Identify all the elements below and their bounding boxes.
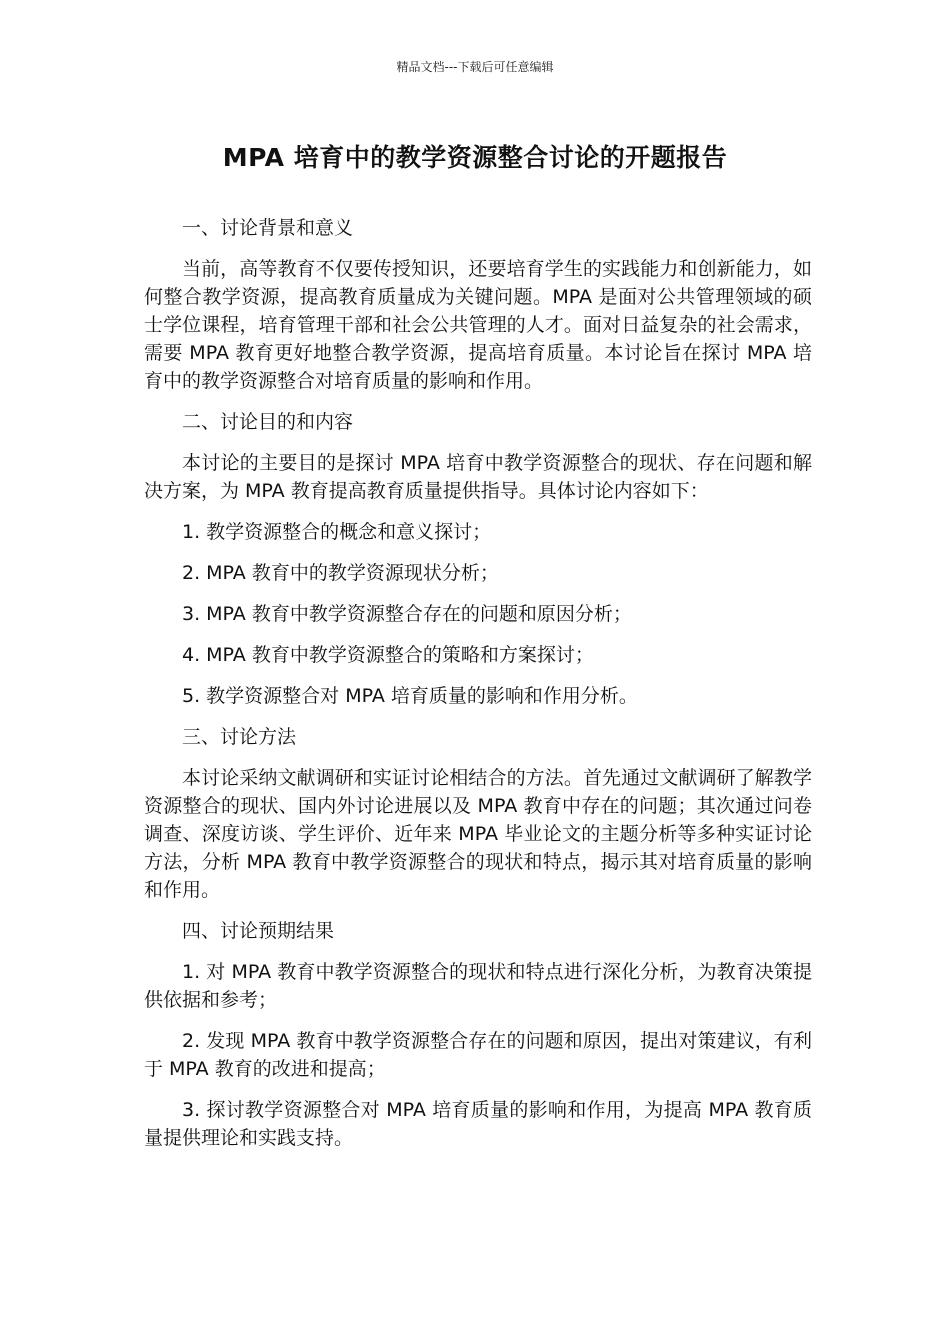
list-item: 3. 探讨教学资源整合对 MPA 培育质量的影响和作用，为提高 MPA 教育质量提供理论和实践支持。 [144,1099,812,1149]
page-header: 精品文档---下载后可任意编辑 [396,60,554,74]
section-heading-results: 四、讨论预期结果 [182,920,335,942]
document-title: MPA 培育中的教学资源整合讨论的开题报告 [222,143,728,172]
document-body [144,214,812,1165]
list-item: 2. MPA 教育中的教学资源现状分析； [182,562,499,584]
list-item: 4. MPA 教育中教学资源整合的策略和方案探讨； [182,644,594,666]
section-heading-method: 三、讨论方法 [182,726,297,748]
list-item: 3. MPA 教育中教学资源整合存在的问题和原因分析； [182,603,632,625]
section-heading-background: 一、讨论背景和意义 [182,217,354,239]
list-item: 5. 教学资源整合对 MPA 培育质量的影响和作用分析。 [182,685,638,707]
list-item: 1. 教学资源整合的概念和意义探讨； [182,521,492,543]
list-item: 1. 对 MPA 教育中教学资源整合的现状和特点进行深化分析，为教育决策提供依据和参考； [144,961,812,1011]
section-heading-purpose: 二、讨论目的和内容 [182,411,354,433]
paragraph-method: 本讨论采纳文献调研和实证讨论相结合的方法。首先通过文献调研了解教学资源整合的现状、国内外讨论进展以及 MPA 教育中存在的问题；其次通过问卷调查、深度访谈、学生评价、近年来 MPA 毕业论文的主题分析等多种实证讨论方法，分析 MPA 教育中教学资源整合的现状和特点，揭示其对培育质量的影响和作用。 [144,767,812,901]
paragraph-background: 当前，高等教育不仅要传授知识，还要培育学生的实践能力和创新能力，如何整合教学资源，提高教育质量成为关键问题。MPA 是面对公共管理领域的硕士学位课程，培育管理干部和社会公共管理的人才。面对日益复杂的社会需求，需要 MPA 教育更好地整合教学资源，提高培育质量。本讨论旨在探讨 MPA 培育中的教学资源整合对培育质量的影响和作用。 [144,258,812,392]
paragraph-purpose: 本讨论的主要目的是探讨 MPA 培育中教学资源整合的现状、存在问题和解决方案，为 MPA 教育提高教育质量提供指导。具体讨论内容如下： [144,452,812,502]
list-item: 2. 发现 MPA 教育中教学资源整合存在的问题和原因，提出对策建议，有利于 MPA 教育的改进和提高； [144,1030,812,1080]
